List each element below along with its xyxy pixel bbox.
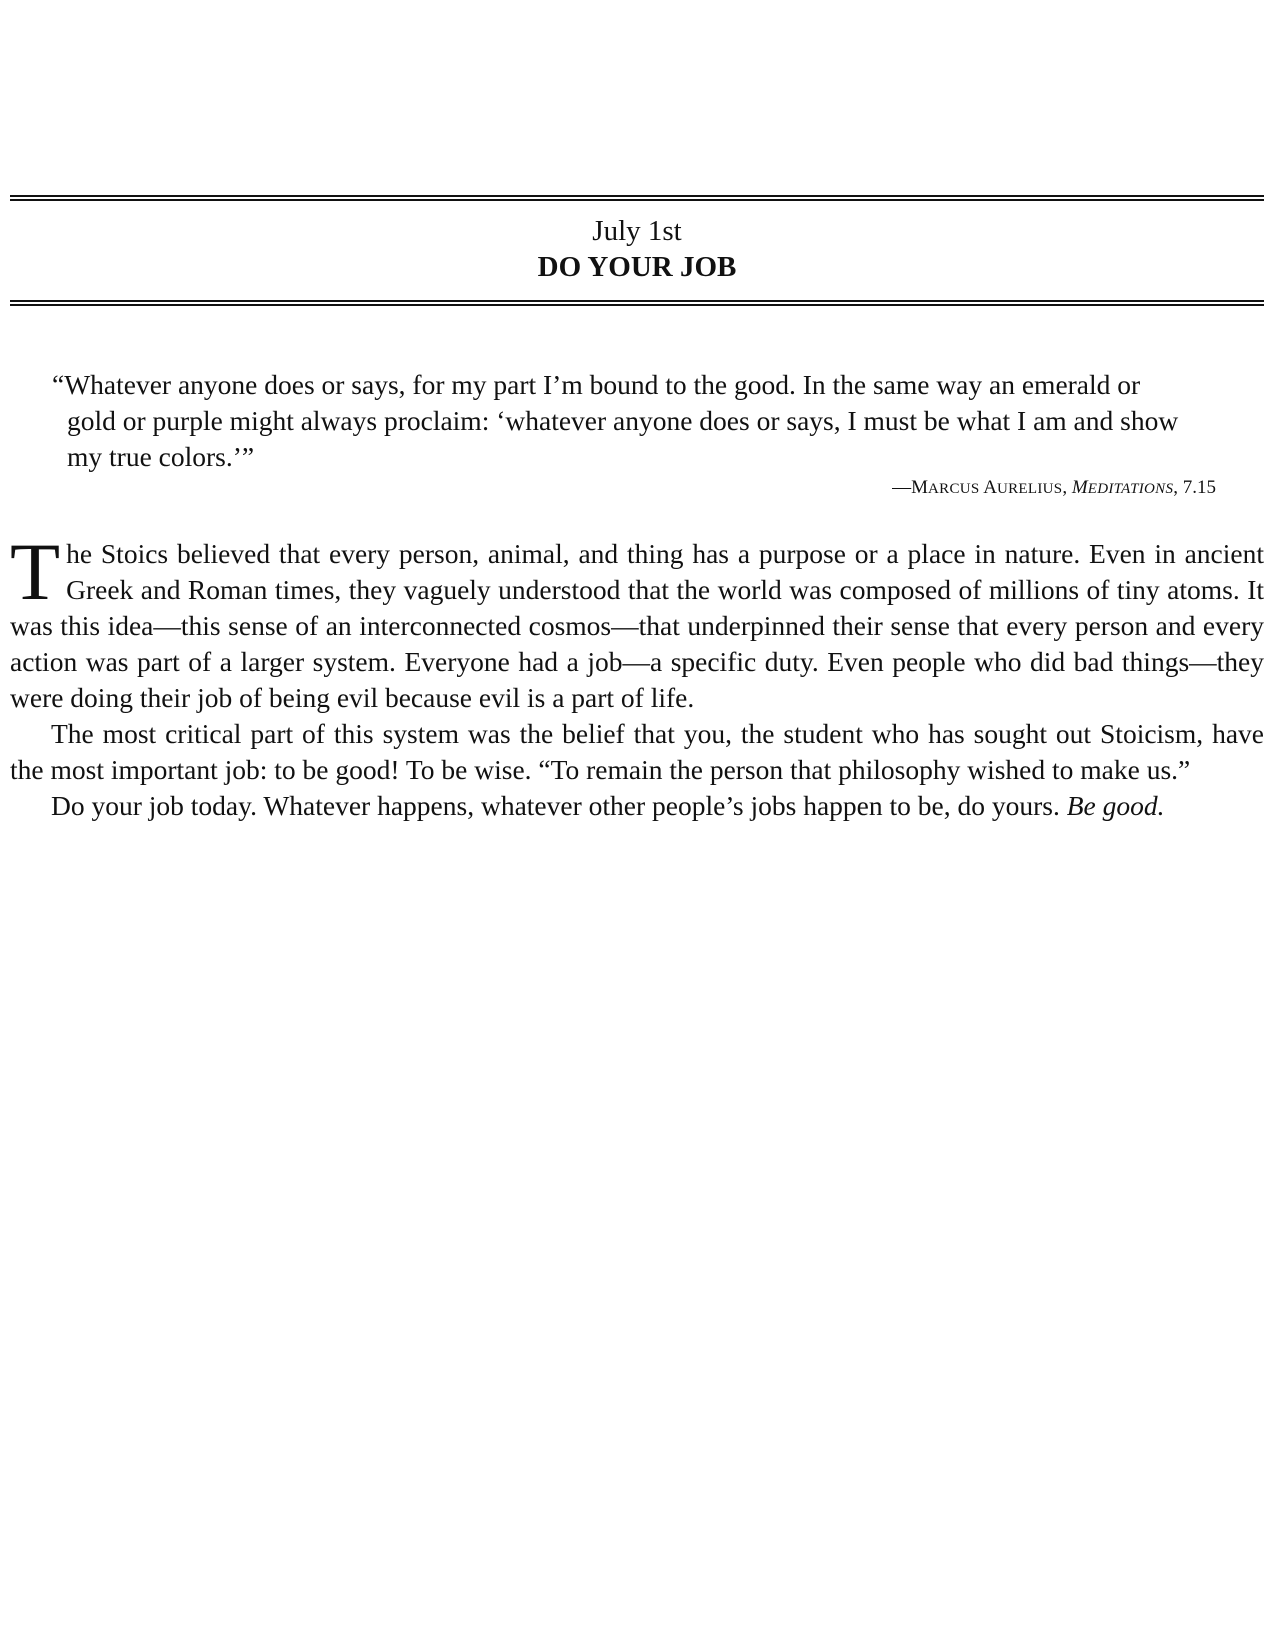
work-reference: , 7.15 [1173, 477, 1216, 498]
entry-title: DO YOUR JOB [537, 251, 737, 283]
body-paragraph-1 [10, 526, 1264, 716]
entry-date: July 1st [592, 215, 682, 247]
attribution-comma: , [1062, 477, 1068, 498]
body-paragraph-3-text: Do your job today. Whatever happens, whatever other people’s jobs happen to be, do yours. [51, 790, 1067, 821]
body-paragraph-3-emphasis: Be good. [1066, 790, 1165, 821]
epigraph-quote: “Whatever anyone does or says, for my part I’m bound to the good. In the same way an emerald or gold or purple might always proclaim: ‘whatever anyone does or says, I must be what I am and show my true colors.’” [52, 369, 1179, 472]
header-top-double-rule [10, 195, 1264, 201]
body-paragraph-2: The most critical part of this system was the belief that you, the student who has sought out Stoicism, have the most important job: to be good! To be wise. “To remain the person that philosophy wished to make us.” [10, 718, 1264, 785]
author-last-rest: URELIUS [996, 481, 1063, 497]
entry-heading [10, 214, 1264, 285]
author-first-rest: ARCUS [928, 481, 980, 497]
book-page [10, 0, 1264, 1650]
body-paragraph-3 [10, 788, 1264, 824]
attribution-dash: — [892, 477, 912, 498]
body-paragraph-1-text: he Stoics believed that every person, animal, and thing has a purpose or a place in nature. Even in ancient Greek and Roman times, they vaguely understood that the world was composed of millions of tiny atoms. It was this idea—this sense of an interconnected cosmos—that underpinned their sense that every person and every action was part of a larger system. Everyone had a job—a specific duty. Even people who did bad things—they were doing their job of being evil because evil is a part of life. [10, 538, 1264, 713]
work-title-rest: EDITATIONS [1087, 481, 1174, 497]
author-last-initial: A [983, 477, 997, 498]
entry-body [10, 526, 1264, 824]
drop-cap: T [10, 526, 61, 617]
author-first-initial: M [911, 477, 929, 498]
epigraph-attribution [892, 475, 1216, 502]
work-title-initial: M [1071, 477, 1088, 498]
header-bottom-double-rule [10, 300, 1264, 306]
